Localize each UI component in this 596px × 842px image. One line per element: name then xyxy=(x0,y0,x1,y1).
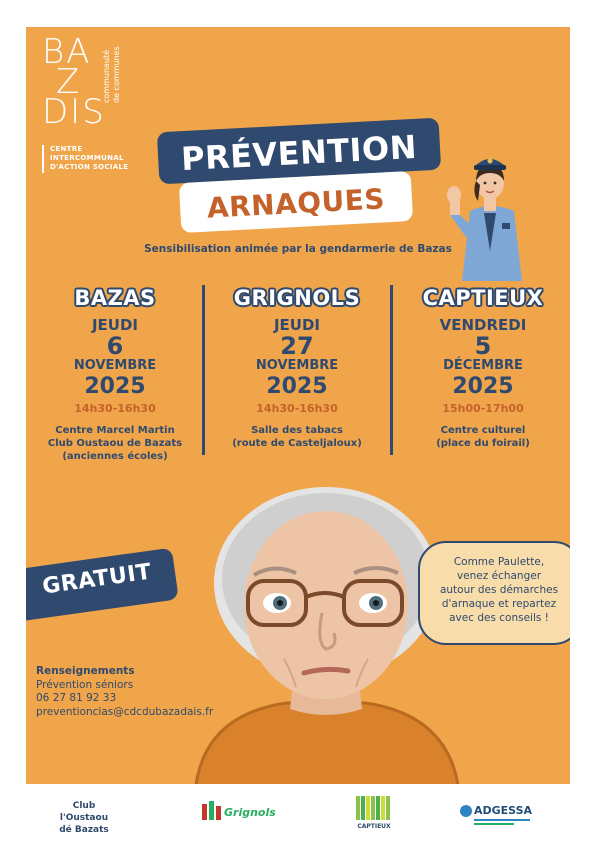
event-day: JEUDI xyxy=(273,316,321,334)
event-date: 5 xyxy=(474,332,492,360)
logo-org-line: D'ACTION SOCIALE xyxy=(50,163,129,171)
contact-phone: 06 27 81 92 33 xyxy=(36,692,117,704)
event-place xyxy=(216,424,378,450)
event-day: VENDREDI xyxy=(439,316,527,334)
club-line: Club l'Oustaou xyxy=(59,801,109,823)
event-city: GRIGNOLS xyxy=(233,286,361,310)
event-column-captieux xyxy=(402,283,564,450)
bubble-line: avec des conseils ! xyxy=(449,612,549,624)
event-place xyxy=(402,424,564,450)
event-time: 15h00-17h00 xyxy=(442,402,524,415)
adgessa-logo xyxy=(458,795,538,827)
speech-bubble-text xyxy=(424,555,570,625)
logo-org-line: INTERCOMMUNAL xyxy=(50,154,124,162)
logo-line-1: BA xyxy=(42,32,92,72)
logo-bar xyxy=(42,145,44,173)
event-year: 2025 xyxy=(452,374,514,399)
event-place xyxy=(34,424,196,463)
logo-side-text: communauté de communes xyxy=(102,46,121,103)
column-divider xyxy=(202,285,205,455)
logo-letters xyxy=(42,32,106,132)
event-time: 14h30-16h30 xyxy=(74,402,156,415)
grignols-logo xyxy=(200,798,290,824)
grignols-logo-text: Grignols xyxy=(224,806,276,819)
event-month: NOVEMBRE xyxy=(255,358,339,373)
logo-org-line: CENTRE xyxy=(50,145,83,153)
club-oustaou-logo xyxy=(48,800,120,836)
contact-line: Prévention séniors xyxy=(36,678,134,691)
event-time: 14h30-16h30 xyxy=(256,402,338,415)
captieux-logo-text: CAPTIEUX xyxy=(357,823,391,830)
subtitle: Sensibilisation animée par la gendarmerie de Bazas xyxy=(144,243,452,255)
logo-line-2: Z xyxy=(56,62,82,102)
poster xyxy=(26,27,570,784)
bubble-line: Comme Paulette, xyxy=(453,556,545,568)
event-column-grignols xyxy=(216,283,378,450)
column-divider xyxy=(390,285,393,455)
event-place-line: (anciennes écoles) xyxy=(62,451,168,462)
contact-heading: Renseignements xyxy=(36,665,135,677)
event-column-bazas xyxy=(34,283,196,463)
event-date: 27 xyxy=(280,332,314,360)
event-place-line: Centre culturel xyxy=(440,425,526,436)
logo-org-text xyxy=(50,145,128,172)
event-place-line: Club Oustaou de Bazats xyxy=(47,438,183,449)
event-city: CAPTIEUX xyxy=(422,286,544,310)
event-place-line: (route de Casteljaloux) xyxy=(232,438,362,449)
bubble-line: autour des démarches xyxy=(439,584,559,596)
event-city: BAZAS xyxy=(74,286,156,310)
contact-email[interactable]: preventioncias@cdcdubazadais.fr xyxy=(36,705,214,718)
event-place-line: Salle des tabacs xyxy=(251,425,343,436)
bubble-line: venez échanger xyxy=(456,570,542,582)
adgessa-logo-text: ADGESSA xyxy=(474,804,533,817)
event-month: NOVEMBRE xyxy=(73,358,157,373)
event-month: DÉCEMBRE xyxy=(443,358,523,373)
title-line-1: PRÉVENTION xyxy=(180,127,418,179)
event-place-line: (place du foirail) xyxy=(436,438,530,449)
event-year: 2025 xyxy=(266,374,328,399)
gratuit-label: GRATUIT xyxy=(40,559,154,600)
captieux-logo xyxy=(354,794,394,830)
club-line: dé Bazats xyxy=(59,825,109,835)
bubble-line: d'arnaque et repartez xyxy=(441,598,557,610)
logo-line-3: DIS xyxy=(42,92,106,132)
event-date: 6 xyxy=(106,332,124,360)
event-day: JEUDI xyxy=(91,316,139,334)
event-year: 2025 xyxy=(84,374,146,399)
gendarme-illustration xyxy=(440,131,540,281)
contact-info xyxy=(36,665,213,719)
event-place-line: Centre Marcel Martin xyxy=(55,425,175,436)
title-line-2: ARNAQUES xyxy=(206,182,386,225)
